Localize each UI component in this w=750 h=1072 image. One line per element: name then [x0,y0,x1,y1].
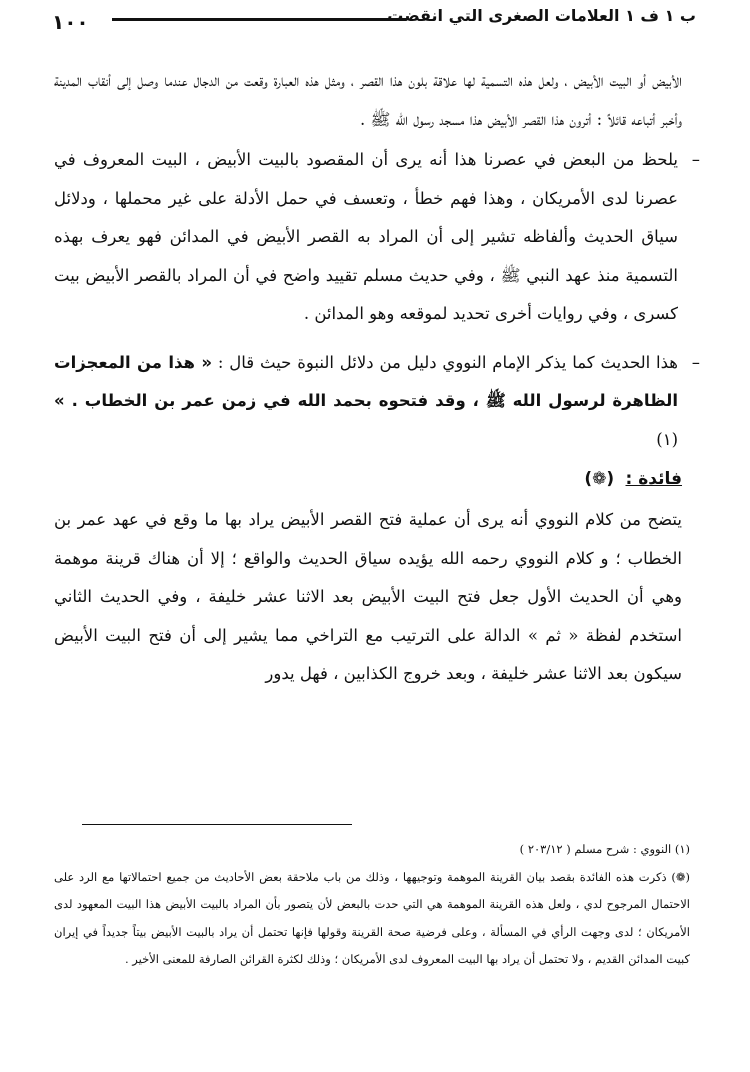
main-text [54,62,700,694]
faida-label: فائدة : [625,469,682,489]
footnote-ref-1: (١) [656,429,678,449]
bullet-dash: – [691,352,700,372]
bullet-dash: – [691,150,700,169]
faida-heading [54,463,682,495]
bullet-text: يلحظ من البعض في عصرنا هذا أنه يرى أن المقصود بالبيت الأبيض ، البيت المعروف في عصرنا لدى الأمريكان ، وهذا فهم خطأ ، وتعسف في حمل الأدلة على غير محملها ، ودلائل سياق الحديث وألفاظه تشير إلى أن المراد به القصر الأبيض في المدائن فهو يعرف بهذه التسمية منذ عهد النبي ﷺ ، وفي حديث مسلم تقييد واضح في أن المراد بالقصر الأبيض بيت كسرى ، وفي روايات أخرى تحديد لموقعه وهو المدائن . [54,150,678,323]
running-title: ب ١ ف ١ العلامات الصغرى التي انقضت [387,6,696,25]
faida-footnote-mark: (❁) [584,469,615,489]
nawawi-quote: « هذا من المعجزات الظاهرة لرسول الله ﷺ ، وقد فتحوه بحمد الله في زمن عمر بن الخطاب . » [54,352,678,410]
faida-paragraph: يتضح من كلام النووي أنه يرى أن عملية فتح القصر الأبيض يراد بها ما وقع في عهد عمر بن الخطاب ؛ و كلام النووي رحمه الله يؤيده سياق الحديث والواقع ؛ إلا أن هناك قرينة موهمة وهي أن الحديث الأول جعل فتح البيت الأبيض بعد الاثنا عشر خليفة ، وفي الحديث الثاني استخدم لفظة « ثم » الدالة على الترتيب مع التراخي مما يشير إلى أن فتح البيت الأبيض سيكون بعد الاثنا عشر خليفة ، وبعد خروج الكذابين ، فهل يدور [54,510,682,683]
footnote-separator [82,824,352,825]
bullet-item-nawawi [54,344,700,460]
bullet-intro: هذا الحديث كما يذكر الإمام النووي دليل من دلائل النبوة حيث قال : [217,352,678,372]
page-header [52,4,696,38]
footnote-faida: (❁) ذكرت هذه الفائدة بقصد بيان القرينة الموهمة وتوجيهها ، وذلك من باب ملاحقة بعض الأحاديث من جميع احتمالاتها مع الرد على الاحتمال المرجوح لدي ، ولعل هذه القرينة الموهمة هي التي حدت بالبعض لأن يتصور بأن المراد بالبيت الأبيض هذا البيت المعهود لدى الأمريكان ؛ لدى وجهت الرأي في المسألة ، وعلى فرضية صحة القرينة وقولها فإنها تحتمل أن يراد بالبيت الأبيض بيتاً جديداً في إيران كبيت المدائن القديم ، ولا تحتمل أن يراد بها البيت المعروف لدى الأمريكان ؛ وذلك لكثرة القرائن الصارفة للمعنى الأخير . [54,869,690,966]
header-rule [112,18,406,21]
bullet-item-misconception [54,141,700,334]
paragraph-white-house: الأبيض أو البيت الأبيض ، ولعل هذه التسمية لها علاقة بلون هذا القصر ، ومثل هذه العبارة وقعت من الدجال عندما وصل إلى أنقاب المدينة وأخبر أتباعه قائلاً : أترون هذا القصر الأبيض هذا مسجد رسول الله ﷺ . [54,71,682,129]
footnotes [54,836,690,974]
page-number: ١٠٠ [52,10,89,34]
footnote-1: (١) النووي : شرح مسلم ( ٢٠٣/١٢ ) [519,842,690,856]
